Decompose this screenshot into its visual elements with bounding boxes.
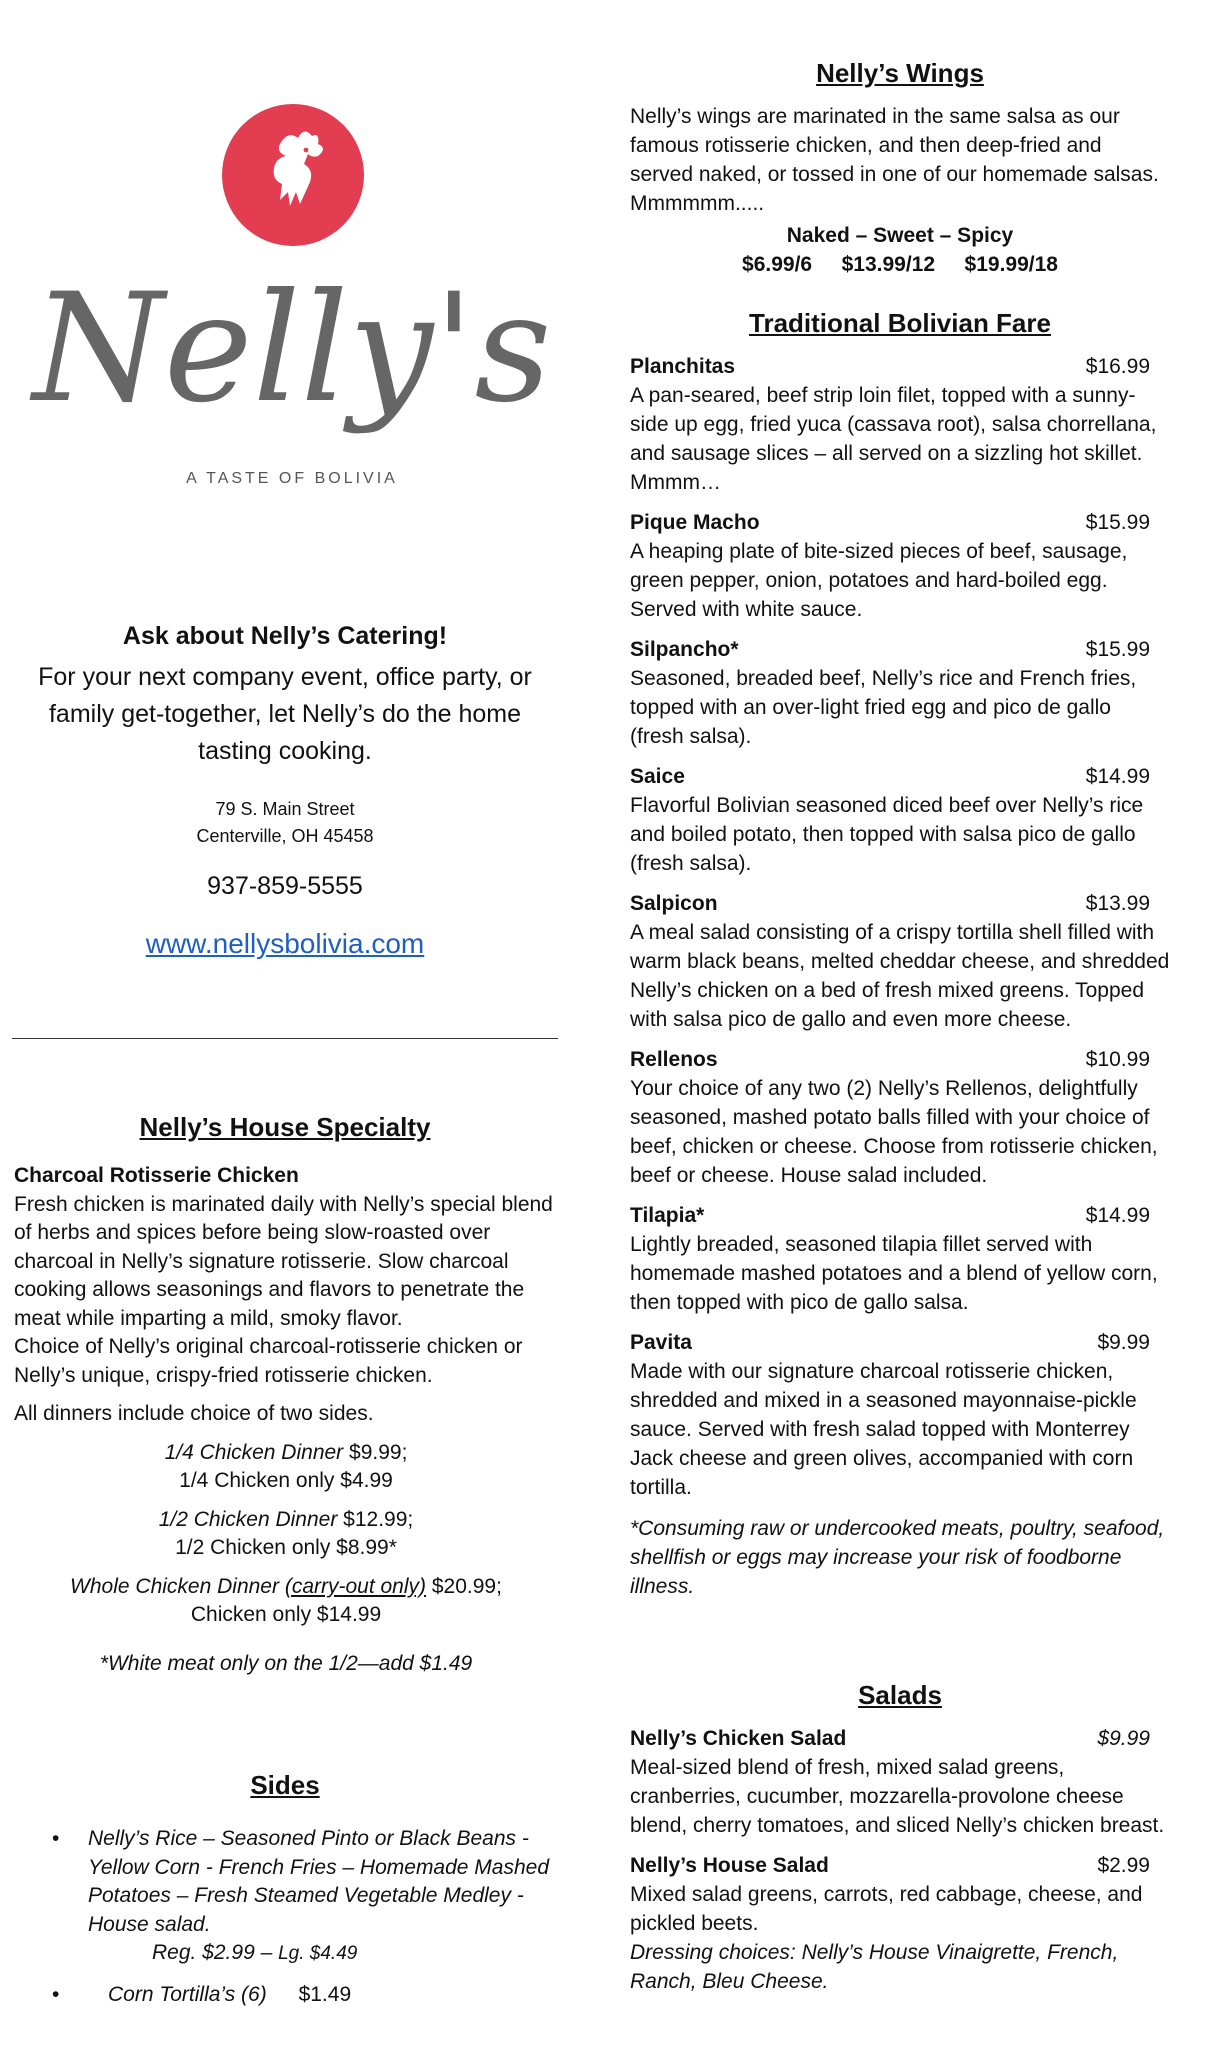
whole-dinner-price: $20.99; [431, 1574, 502, 1598]
item-name: Salpicon [630, 892, 718, 915]
item-name: Rellenos [630, 1048, 718, 1071]
item-description: Flavorful Bolivian seasoned diced beef over Nelly’s rice and boiled potato, then topped with salsa pico de gallo (fresh salsa). [630, 794, 1144, 875]
item-price: $10.99 [1085, 1048, 1150, 1071]
item-name: Tilapia* [630, 1204, 705, 1227]
food-safety-warning: *Consuming raw or undercooked meats, poultry, seafood, shellfish or eggs may increase your risk of foodborne illness. [630, 1517, 1165, 1598]
phone-number: 937-859-5555 [207, 872, 363, 900]
quarter-only: 1/4 Chicken only $4.99 [179, 1469, 393, 1492]
list-item [12, 1825, 558, 1939]
item-name: Pique Macho [630, 511, 760, 534]
item-description: Lightly breaded, seasoned tilapia fillet served with homemade mashed potatoes and a blend of yellow corn, then topped with pico de gallo salsa. [630, 1233, 1158, 1314]
logo-wordmark [32, 250, 552, 450]
item-name: Planchitas [630, 355, 736, 378]
logo-tagline: A TASTE OF BOLIVIA [186, 470, 398, 487]
item-description: Your choice of any two (2) Nelly’s Rellenos, delightfully seasoned, mashed potato balls filled with your choice of beef, chicken or cheese. Choose from rotisserie chicken, beef or cheese. House salad included. [630, 1077, 1158, 1187]
nellys-logo [32, 100, 552, 510]
address [12, 796, 558, 850]
item-price: $2.99 [1097, 1854, 1150, 1877]
menu-item-rellenos [630, 1045, 1170, 1190]
item-price: $9.99 [1097, 1727, 1150, 1750]
right-column [630, 0, 1170, 2048]
item-name: Pavita [630, 1331, 692, 1354]
sides-title: Sides [250, 1770, 320, 1800]
catering-block [12, 622, 558, 770]
whole-dinner-note: (carry-out only) [284, 1574, 427, 1598]
half-only: 1/2 Chicken only $8.99* [175, 1536, 397, 1559]
sides-list-text: Nelly’s Rice – Seasoned Pinto or Black Beans - Yellow Corn - French Fries – Homemade Mashed Potatoes – Fresh Steamed Vegetable Medley - House salad. [88, 1827, 550, 1936]
list-item [12, 1981, 558, 2010]
item-description: A heaping plate of bite-sized pieces of beef, sausage, green pepper, onion, potatoes and hard-boiled egg. Served with white sauce. [630, 540, 1128, 621]
item-description: A meal salad consisting of a crispy tortilla shell filled with warm black beans, melted cheddar cheese, and shredded Nelly’s chicken on a bed of fresh mixed greens. Topped with salsa pico de gallo and even more cheese. [630, 921, 1170, 1031]
rooster-icon [222, 104, 364, 246]
item-description: Seasoned, breaded beef, Nelly’s rice and French fries, topped with an over-light fried egg and pico de gallo (fresh salsa). [630, 667, 1137, 748]
specialty-description: Fresh chicken is marinated daily with Nelly’s special blend of herbs and spices before being slow-roasted over charcoal in Nelly’s signature rotisserie. Slow charcoal cooking allows seasonings and flavors to penetrate the meat while imparting a mild, smoky flavor. [14, 1192, 553, 1330]
wings-description: Nelly’s wings are marinated in the same salsa as our famous rotisserie chicken, and then deep-fried and served naked, or tossed in one of our homemade salsas. Mmmmmm..... [630, 105, 1159, 215]
sides-block [12, 1825, 558, 2009]
tortilla-price: $1.49 [298, 1982, 352, 2006]
specialty-title: Nelly’s House Specialty [139, 1112, 431, 1142]
white-meat-note: *White meat only on the 1/2—add $1.49 [99, 1651, 473, 1675]
menu-item-salpicon [630, 889, 1170, 1034]
specialty-item-name: Charcoal Rotisserie Chicken [14, 1164, 299, 1187]
bullet-icon: • [52, 1982, 60, 2006]
item-price: $15.99 [1085, 638, 1150, 661]
street-address: 79 S. Main Street [215, 799, 355, 819]
menu-item-planchitas [630, 352, 1170, 497]
specialty-choice: Choice of Nelly’s original charcoal-rotisserie chicken or Nelly’s unique, crispy-fried rotisserie chicken. [14, 1335, 523, 1387]
item-description: Made with our signature charcoal rotisserie chicken, shredded and mixed in a seasoned mayonnaise-pickle sauce. Served with fresh salad topped with Monterrey Jack cheese and green olives, accompanied with corn tortilla. [630, 1360, 1137, 1499]
item-price: $15.99 [1085, 511, 1150, 534]
divider [12, 1038, 558, 1039]
sides-lg-price: Lg. $4.49 [278, 1943, 358, 1964]
menu-item-house-salad [630, 1851, 1170, 1996]
item-price: $9.99 [1097, 1331, 1150, 1354]
wings-prices: $6.99/6 $13.99/12 $19.99/18 [742, 253, 1058, 276]
menu-item-tilapia [630, 1201, 1170, 1317]
sides-price [12, 1939, 558, 1969]
whole-only: Chicken only $14.99 [190, 1603, 382, 1626]
item-name: Nelly’s House Salad [630, 1854, 829, 1877]
half-dinner-label: 1/2 Chicken Dinner [158, 1507, 338, 1531]
specialty-block [14, 1162, 558, 1678]
menu-item-pique-macho [630, 508, 1170, 624]
menu-item-pavita [630, 1328, 1170, 1502]
item-price: $14.99 [1085, 765, 1150, 788]
menu-item-saice [630, 762, 1170, 878]
salads-title: Salads [858, 1680, 942, 1710]
item-price: $14.99 [1085, 1204, 1150, 1227]
tortilla-label: Corn Tortilla’s (6) [108, 1982, 267, 2006]
item-price: $13.99 [1085, 892, 1150, 915]
quarter-dinner-label: 1/4 Chicken Dinner [164, 1440, 344, 1464]
menu-item-chicken-salad [630, 1724, 1170, 1840]
website-link[interactable]: www.nellysbolivia.com [145, 928, 425, 959]
catering-heading: Ask about Nelly’s Catering! [122, 622, 448, 650]
logo-name: Nelly's [32, 262, 552, 436]
dinners-note: All dinners include choice of two sides. [14, 1402, 374, 1425]
item-description: A pan-seared, beef strip loin filet, topped with a sunny-side up egg, fried yuca (cassava root), salsa chorrellana, and sausage slices – all served on a sizzling hot skillet. Mmmm… [630, 384, 1157, 494]
item-name: Silpancho* [630, 638, 739, 661]
left-column [12, 0, 558, 2048]
salads-list [630, 1724, 1170, 2007]
catering-text: For your next company event, office party, or family get-together, let Nelly’s do the home tasting cooking. [38, 663, 532, 765]
whole-dinner-label: Whole Chicken Dinner [70, 1574, 279, 1598]
dressing-choices: Dressing choices: Nelly’s House Vinaigrette, French, Ranch, Bleu Cheese. [630, 1941, 1119, 1993]
half-dinner-price: $12.99; [343, 1507, 414, 1531]
fare-title: Traditional Bolivian Fare [749, 308, 1051, 338]
wings-title: Nelly’s Wings [816, 58, 984, 88]
city-state-zip: Centerville, OH 45458 [196, 826, 374, 846]
bullet-icon: • [52, 1827, 60, 1850]
item-description: Meal-sized blend of fresh, mixed salad greens, cranberries, cucumber, mozzarella-provolone cheese blend, cherry tomatoes, and sliced Nelly’s chicken breast. [630, 1756, 1165, 1837]
item-price: $16.99 [1085, 355, 1150, 378]
chicken-pricing [14, 1439, 558, 1630]
fare-list [630, 352, 1170, 1601]
wings-options: Naked – Sweet – Spicy [786, 224, 1014, 247]
item-description: Mixed salad greens, carrots, red cabbage, cheese, and pickled beets. [630, 1883, 1143, 1935]
menu-item-silpancho [630, 635, 1170, 751]
item-name: Saice [630, 765, 685, 788]
sides-reg-price: Reg. $2.99 – [152, 1941, 273, 1964]
quarter-dinner-price: $9.99; [349, 1440, 408, 1464]
item-name: Nelly’s Chicken Salad [630, 1727, 847, 1750]
